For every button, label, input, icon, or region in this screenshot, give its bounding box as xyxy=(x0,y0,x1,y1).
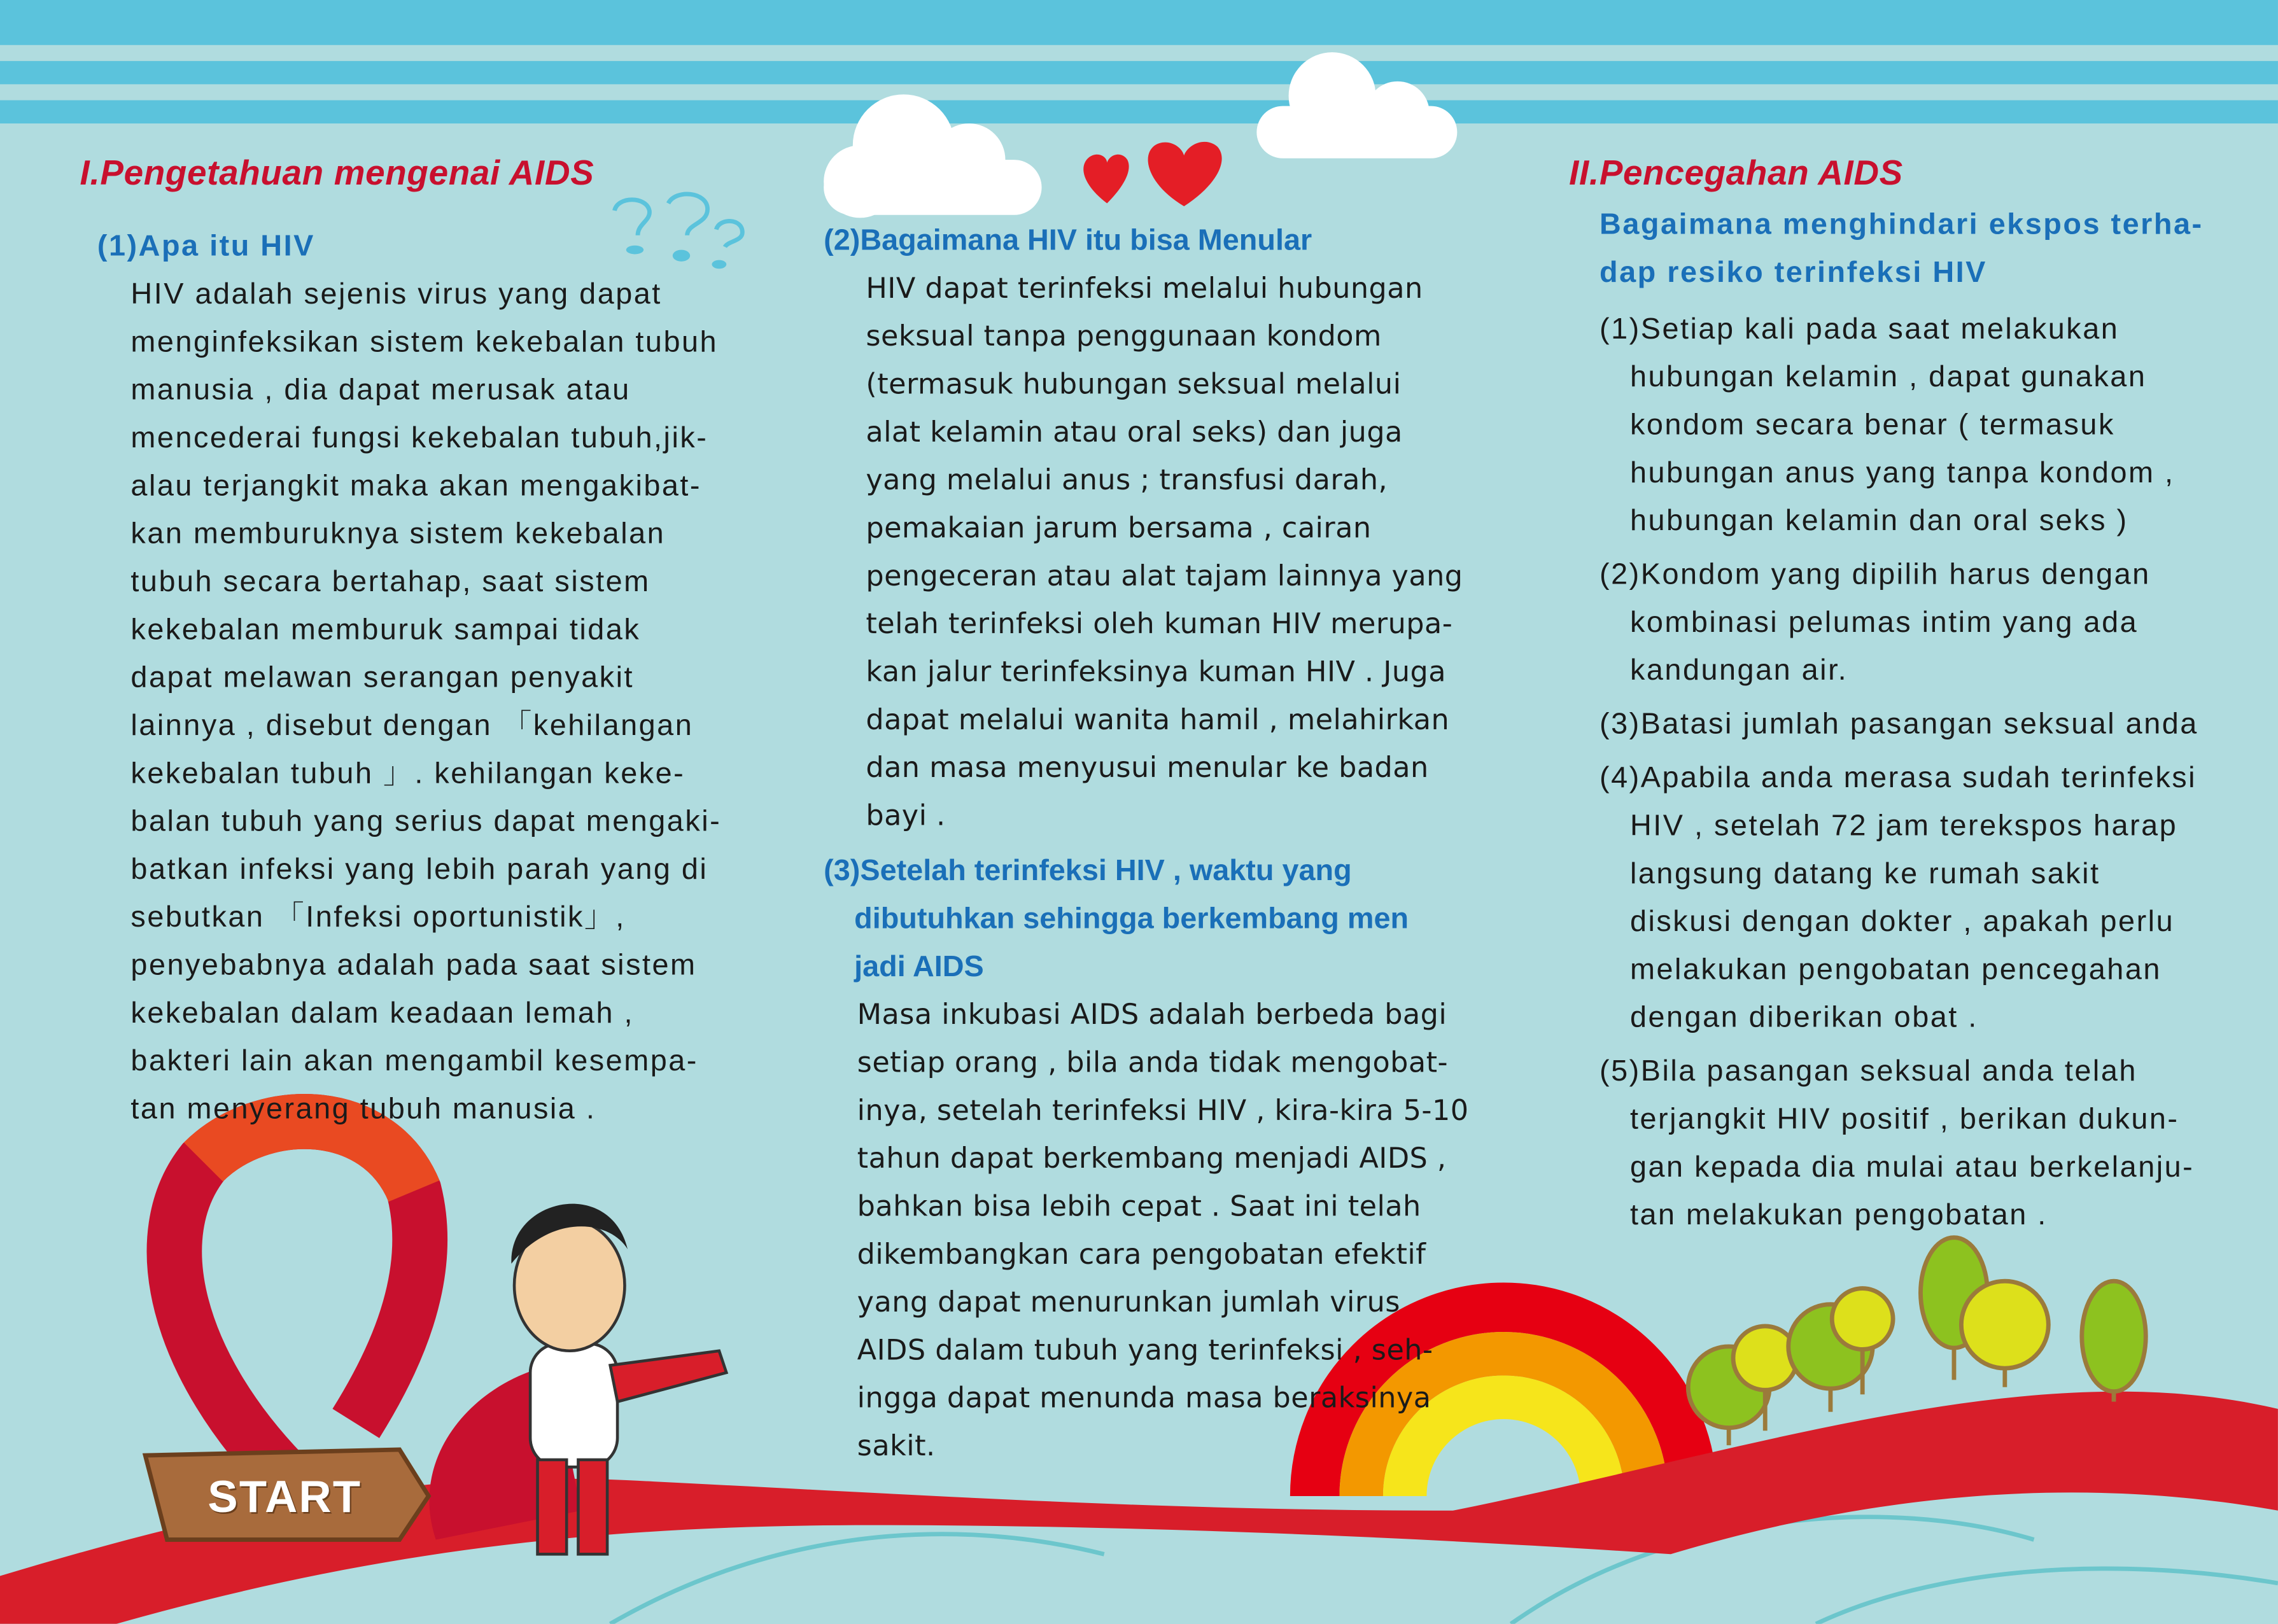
text-line: bayi . xyxy=(866,799,946,832)
answer-2-text xyxy=(866,264,1463,839)
text-line: pemakaian jarum bersama , cairan xyxy=(866,511,1372,545)
text-line: dikembangkan cara pengobatan efektif xyxy=(857,1237,1426,1271)
text-line: terjangkit HIV positif , berikan dukun- xyxy=(1629,1102,2179,1136)
text-line: dengan diberikan obat . xyxy=(1629,1000,1978,1035)
top-stripe xyxy=(0,100,2278,123)
text-line: AIDS dalam tubuh yang terinfeksi , seh- xyxy=(857,1333,1433,1367)
answer-3-text xyxy=(857,991,1469,1470)
text-line: Masa inkubasi AIDS adalah berbeda bagi xyxy=(857,998,1447,1032)
text-line: ingga dapat menunda masa beraksinya xyxy=(857,1381,1431,1415)
text-line: yang dapat menurunkan jumlah virus xyxy=(857,1285,1400,1319)
prevention-item xyxy=(1600,700,2198,748)
top-stripe xyxy=(0,0,2278,45)
subheading-line: dap resiko terinfeksi HIV xyxy=(1600,255,1987,290)
top-stripe xyxy=(0,61,2278,85)
text-line: telah terinfeksi oleh kuman HIV merupa- xyxy=(866,607,1453,641)
heading-line: jadi AIDS xyxy=(854,949,984,984)
text-line: bakteri lain akan mengambil kesempa- xyxy=(130,1044,698,1078)
text-line: tan melakukan pengobatan . xyxy=(1629,1198,2048,1232)
text-line: dapat melawan serangan penyakit xyxy=(130,661,635,695)
text-line: hubungan anus yang tanpa kondom , xyxy=(1629,456,2175,490)
text-line: tahun dapat berkembang menjadi AIDS , xyxy=(857,1142,1447,1175)
prevention-list xyxy=(1600,305,2198,1245)
text-line: dan masa menyusui menular ke badan xyxy=(866,751,1429,785)
text-line: sebutkan 「Infeksi oportunistik」, xyxy=(130,900,626,934)
aids-ribbon-icon xyxy=(174,1121,420,1481)
question-marks-icon xyxy=(603,189,748,276)
text-line: (5)Bila pasangan seksual anda telah xyxy=(1600,1054,2137,1088)
text-line: penyebabnya adalah pada saat sistem xyxy=(130,948,697,982)
text-line: balan tubuh yang serius dapat mengaki- xyxy=(130,804,722,839)
answer-1-text xyxy=(130,270,721,1133)
text-line: hubungan kelamin dan oral seks ) xyxy=(1629,504,2128,538)
prevention-item xyxy=(1600,754,2198,1042)
text-line: mencederai fungsi kekebalan tubuh,jik- xyxy=(130,421,708,455)
cloud-icon xyxy=(1253,41,1463,164)
section-title-pengetahuan: I.Pengetahuan mengenai AIDS xyxy=(80,153,594,193)
text-line: tan menyerang tubuh manusia . xyxy=(130,1092,596,1126)
cloud-icon xyxy=(817,80,1049,218)
text-line: (termasuk hubungan seksual melalui xyxy=(866,367,1402,401)
text-line: HIV adalah sejenis virus yang dapat xyxy=(130,277,662,311)
text-line: kombinasi pelumas intim yang ada xyxy=(1629,605,2139,640)
subheading-line: Bagaimana menghindari ekspos terha- xyxy=(1600,207,2204,241)
text-line: kan jalur terinfeksinya kuman HIV . Juga xyxy=(866,655,1446,689)
text-line: diskusi dengan dokter , apakah perlu xyxy=(1629,904,2175,939)
text-line: setiap orang , bila anda tidak mengobat- xyxy=(857,1046,1449,1079)
text-line: pengeceran atau alat tajam lainnya yang xyxy=(866,559,1463,593)
prevention-item xyxy=(1600,1047,2198,1239)
text-line: yang melalui anus ; transfusi darah, xyxy=(866,463,1388,497)
start-sign-label[interactable]: START xyxy=(207,1471,362,1523)
question-heading-1: (1)Apa itu HIV xyxy=(97,229,315,263)
text-line: (1)Setiap kali pada saat melakukan xyxy=(1600,312,2120,346)
text-line: gan kepada dia mulai atau berkelanju- xyxy=(1629,1150,2195,1184)
text-line: lainnya , disebut dengan 「kehilangan xyxy=(130,708,694,743)
text-line: (2)Kondom yang dipilih harus dengan xyxy=(1600,557,2151,591)
text-line: kekebalan dalam keadaan lemah , xyxy=(130,996,635,1030)
text-line: langsung datang ke rumah sakit xyxy=(1629,857,2100,891)
text-line: kandungan air. xyxy=(1629,654,1848,687)
text-line: (4)Apabila anda merasa sudah terinfeksi xyxy=(1600,761,2197,795)
text-line: HIV , setelah 72 jam terekspos harap xyxy=(1629,809,2178,843)
text-line: kekebalan memburuk sampai tidak xyxy=(130,613,641,647)
question-heading-3 xyxy=(824,847,1409,991)
text-line: (3)Batasi jumlah pasangan seksual anda xyxy=(1600,707,2198,741)
text-line: dapat melalui wanita hamil , melahirkan xyxy=(866,703,1450,737)
text-line: HIV dapat terinfeksi melalui hubungan xyxy=(866,271,1423,305)
prevention-subheading xyxy=(1600,200,2204,297)
text-line: hubungan kelamin , dapat gunakan xyxy=(1629,360,2147,394)
text-line: sakit. xyxy=(857,1429,936,1463)
text-line: kondom secara benar ( termasuk xyxy=(1629,408,2115,442)
text-line: alat kelamin atau oral seks) dan juga xyxy=(866,415,1403,449)
text-line: inya, setelah terinfeksi HIV , kira-kira 5-10 xyxy=(857,1093,1469,1128)
text-line: alau terjangkit maka akan mengakibat- xyxy=(130,469,702,503)
text-line: seksual tanpa penggunaan kondom xyxy=(866,319,1382,353)
prevention-item xyxy=(1600,550,2198,694)
text-line: kekebalan tubuh 」. kehilangan keke- xyxy=(130,757,686,790)
text-line: kan memburuknya sistem kekebalan xyxy=(130,517,666,551)
section-title-pencegahan: II.Pencegahan AIDS xyxy=(1569,153,1903,193)
text-line: manusia , dia dapat merusak atau xyxy=(130,373,631,407)
heading-line: (3)Setelah terinfeksi HIV , waktu yang xyxy=(824,854,1352,888)
text-line: melakukan pengobatan pencegahan xyxy=(1629,953,2162,986)
heart-icon xyxy=(1075,134,1235,214)
text-line: tubuh secara bertahap, saat sistem xyxy=(130,564,650,599)
text-line: menginfeksikan sistem kekebalan tubuh xyxy=(130,325,719,359)
heading-line: dibutuhkan sehingga berkembang men xyxy=(854,902,1409,935)
text-line: bahkan bisa lebih cepat . Saat ini telah xyxy=(857,1189,1421,1223)
question-heading-2: (2)Bagaimana HIV itu bisa Menular xyxy=(824,223,1312,258)
prevention-item xyxy=(1600,305,2198,545)
text-line: batkan infeksi yang lebih parah yang di xyxy=(130,852,708,886)
